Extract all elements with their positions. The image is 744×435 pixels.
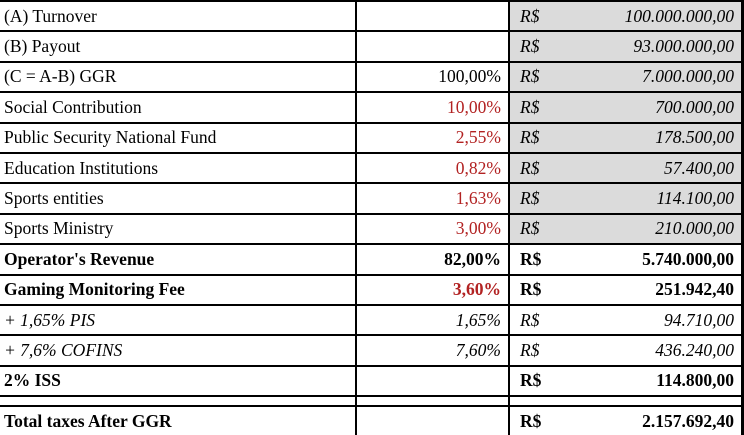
currency-symbol: R$ <box>520 127 540 148</box>
row-label: Public Security National Fund <box>0 124 357 152</box>
row-value <box>510 2 744 30</box>
amount: 700.000,00 <box>655 96 734 117</box>
gap-label-cell <box>0 397 357 405</box>
row-value <box>510 154 744 182</box>
amount: 5.740.000,00 <box>642 248 734 269</box>
currency-symbol: R$ <box>520 248 542 269</box>
table-row <box>0 213 744 243</box>
gap-percent-cell <box>357 397 510 405</box>
amount: 57.400,00 <box>664 157 734 178</box>
table-row <box>0 0 744 30</box>
table-row <box>0 243 744 273</box>
table-row <box>0 304 744 334</box>
table-row <box>0 122 744 152</box>
table-row <box>0 152 744 182</box>
table-row <box>0 61 744 91</box>
amount: 436.240,00 <box>655 339 734 360</box>
row-percent: 7,60% <box>357 336 510 364</box>
row-value <box>510 367 744 395</box>
table-row <box>0 334 744 364</box>
currency-symbol: R$ <box>520 96 540 117</box>
amount: 100.000.000,00 <box>624 5 734 26</box>
row-percent: 10,00% <box>357 93 510 121</box>
currency-symbol: R$ <box>520 157 540 178</box>
table-row <box>0 274 744 304</box>
amount: 114.100,00 <box>656 188 734 209</box>
row-percent: 3,00% <box>357 215 510 243</box>
currency-symbol: R$ <box>520 279 542 300</box>
currency-symbol: R$ <box>520 36 540 57</box>
amount: 93.000.000,00 <box>633 36 734 57</box>
row-percent <box>357 2 510 30</box>
row-label: Total taxes After GGR <box>0 407 357 435</box>
amount: 94.710,00 <box>664 309 734 330</box>
row-percent: 1,65% <box>357 306 510 334</box>
row-label: Operator's Revenue <box>0 245 357 273</box>
row-label: (A) Turnover <box>0 2 357 30</box>
row-label: Social Contribution <box>0 93 357 121</box>
amount: 2.157.692,40 <box>642 410 734 431</box>
table-row <box>0 365 744 395</box>
gap-value-cell <box>510 397 744 405</box>
row-label: + 7,6% COFINS <box>0 336 357 364</box>
row-percent: 3,60% <box>357 276 510 304</box>
row-percent <box>357 407 510 435</box>
row-label: Sports entities <box>0 184 357 212</box>
row-value <box>510 124 744 152</box>
row-value <box>510 93 744 121</box>
row-percent: 0,82% <box>357 154 510 182</box>
row-label: Sports Ministry <box>0 215 357 243</box>
row-percent <box>357 32 510 60</box>
amount: 178.500,00 <box>655 127 734 148</box>
row-percent: 1,63% <box>357 184 510 212</box>
amount: 210.000,00 <box>655 218 734 239</box>
table-row <box>0 30 744 60</box>
row-value <box>510 407 744 435</box>
table-row <box>0 91 744 121</box>
currency-symbol: R$ <box>520 5 540 26</box>
row-label: + 1,65% PIS <box>0 306 357 334</box>
row-value <box>510 276 744 304</box>
table-row <box>0 182 744 212</box>
table-gap <box>0 395 744 405</box>
table-row <box>0 405 744 435</box>
amount: 251.942,40 <box>655 279 734 300</box>
row-value <box>510 63 744 91</box>
row-value <box>510 336 744 364</box>
row-value <box>510 306 744 334</box>
currency-symbol: R$ <box>520 339 540 360</box>
amount: 114.800,00 <box>656 370 734 391</box>
amount: 7.000.000,00 <box>642 66 734 87</box>
row-percent: 2,55% <box>357 124 510 152</box>
row-percent: 82,00% <box>357 245 510 273</box>
currency-symbol: R$ <box>520 309 540 330</box>
row-label: (B) Payout <box>0 32 357 60</box>
row-value <box>510 245 744 273</box>
currency-symbol: R$ <box>520 66 540 87</box>
currency-symbol: R$ <box>520 218 540 239</box>
currency-symbol: R$ <box>520 410 542 431</box>
row-label: (C = A-B) GGR <box>0 63 357 91</box>
row-value <box>510 32 744 60</box>
row-value <box>510 215 744 243</box>
row-label: Education Institutions <box>0 154 357 182</box>
row-percent <box>357 367 510 395</box>
currency-symbol: R$ <box>520 370 542 391</box>
row-value <box>510 184 744 212</box>
row-label: Gaming Monitoring Fee <box>0 276 357 304</box>
row-percent: 100,00% <box>357 63 510 91</box>
row-label: 2% ISS <box>0 367 357 395</box>
currency-symbol: R$ <box>520 188 540 209</box>
